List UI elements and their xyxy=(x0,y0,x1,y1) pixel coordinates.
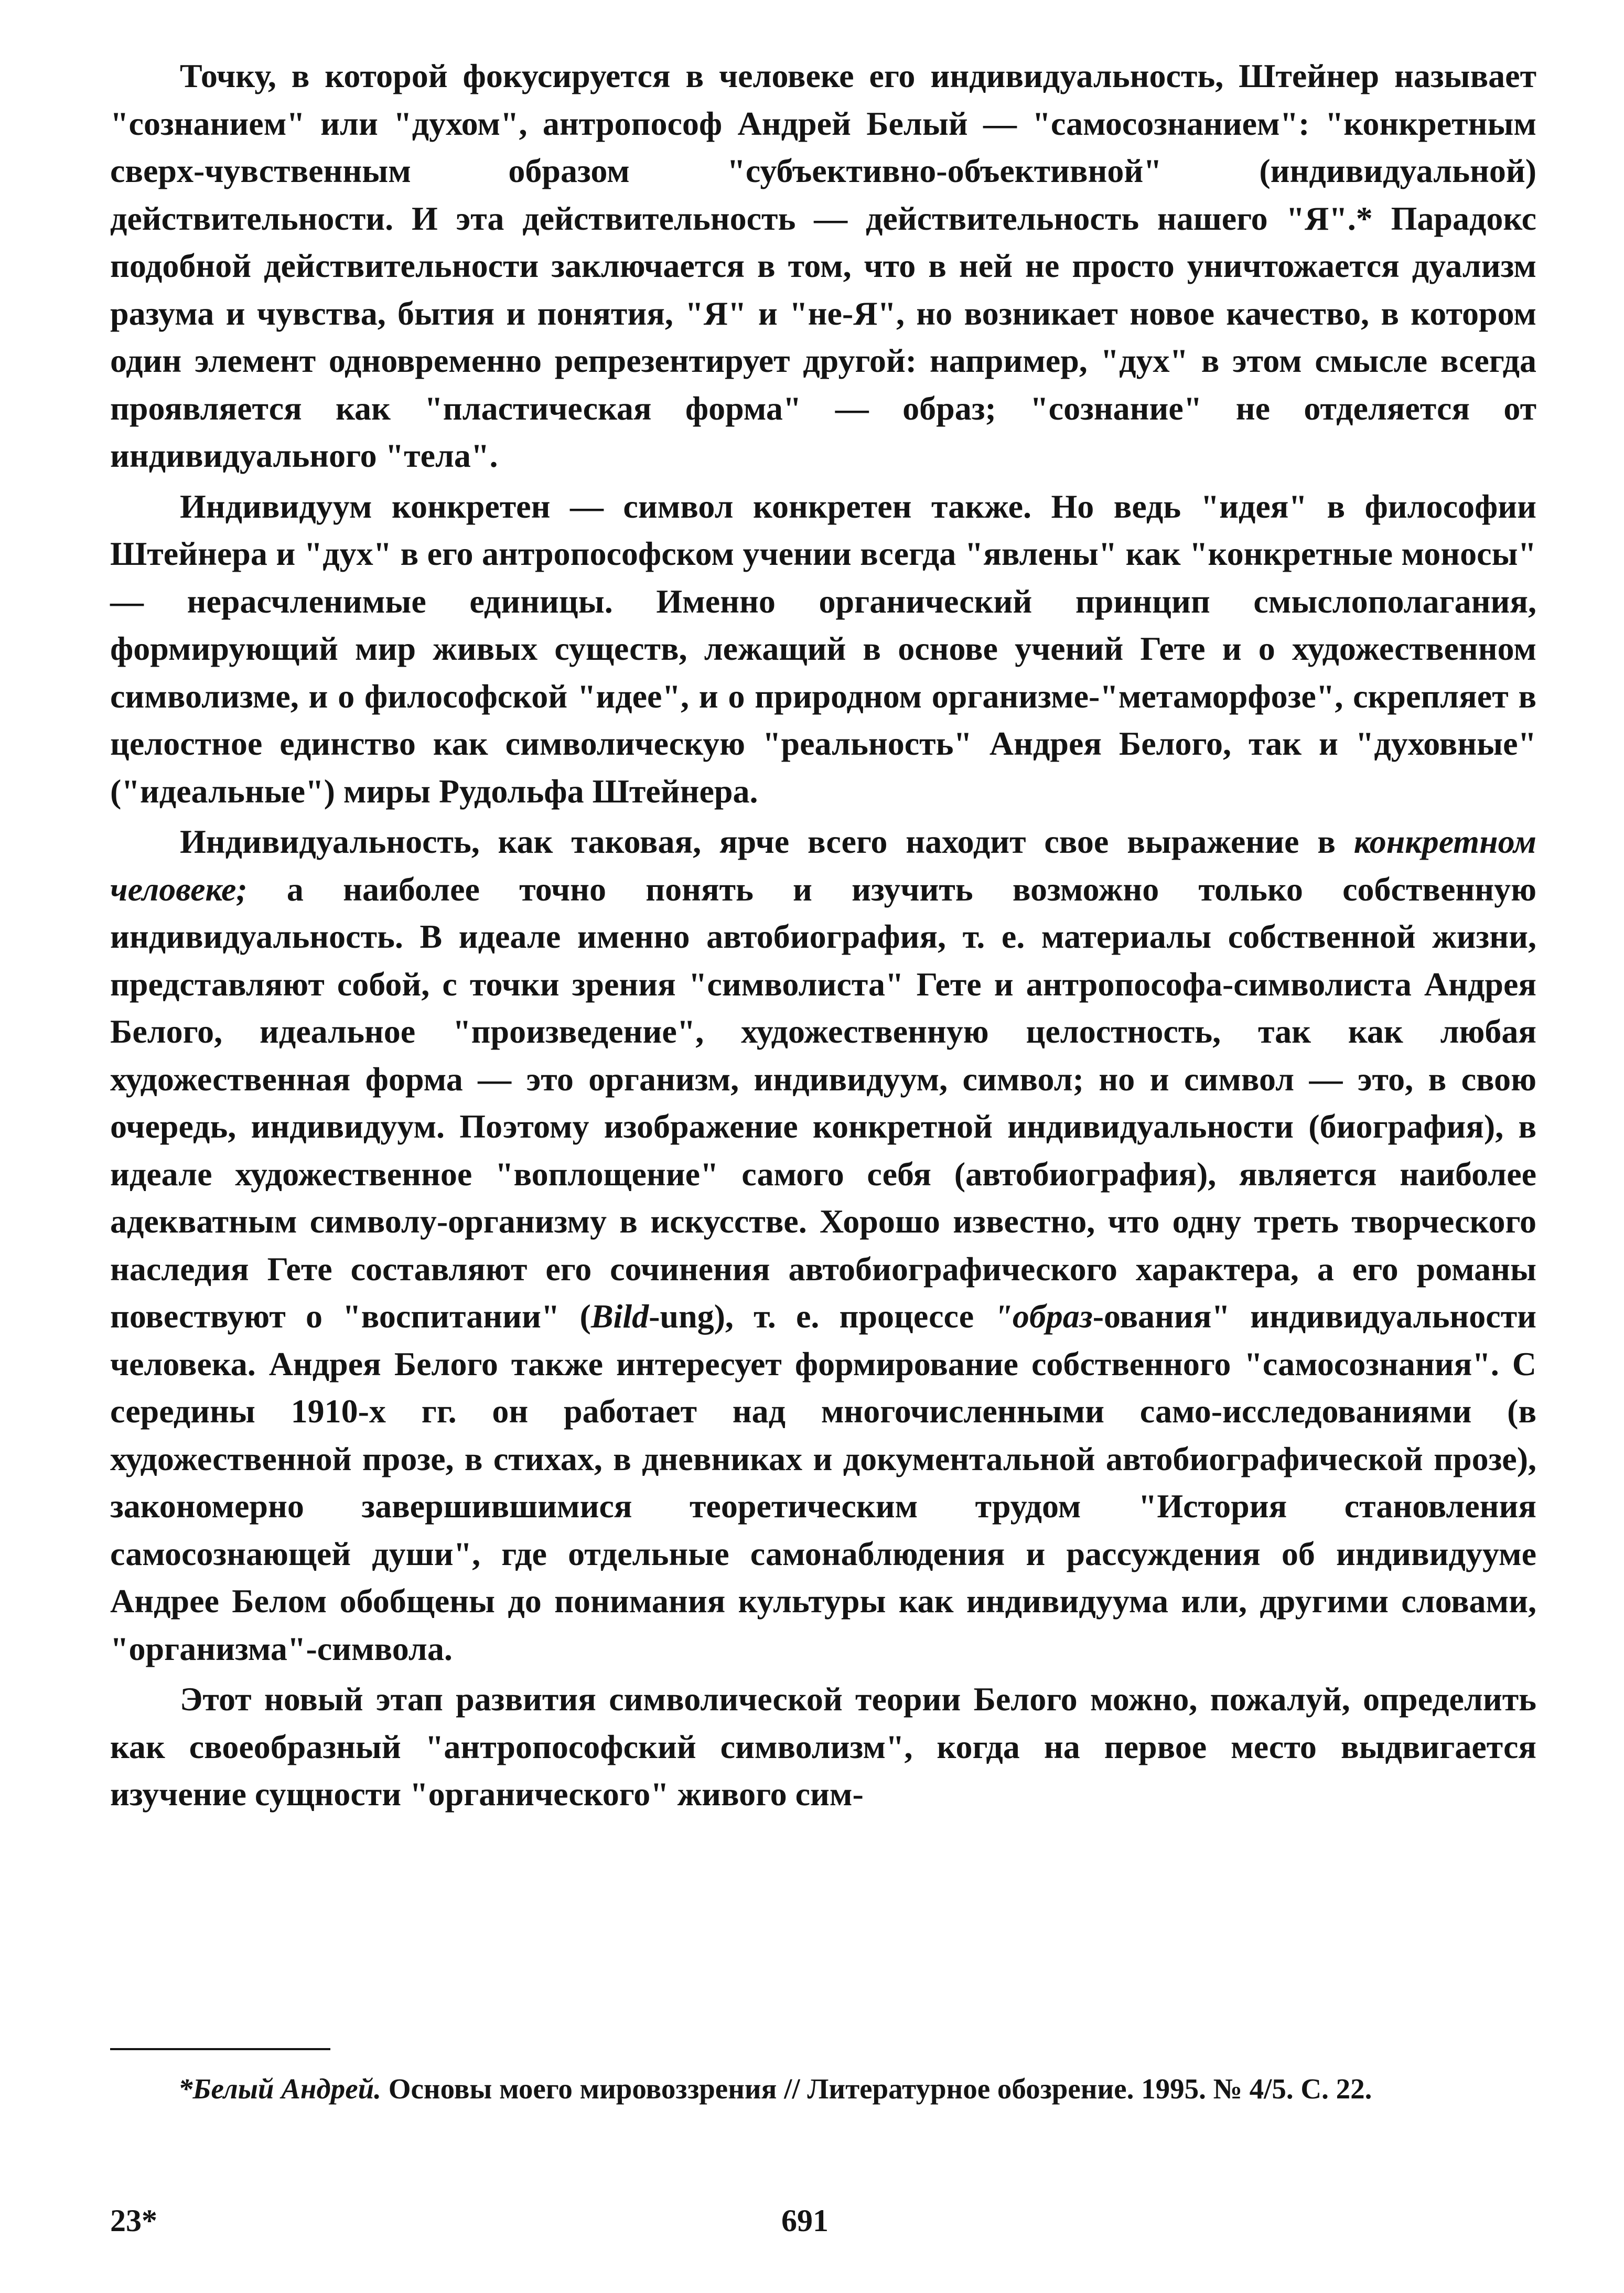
page-number: 691 xyxy=(781,2203,829,2238)
paragraph-2: Индивидуум конкретен — символ конкретен также. Но ведь "идея" в философии Штейнера и "дух" в его антропософском учении всегда "явлены" как "конкретные моносы" — нерасчленимые единицы. Именно органический принцип смыслополагания, формирующий мир живых существ, лежащий в основе учений Гете и о художественном символизме, и о философской "идее", и о природном организме-"метаморфозе", скрепляет в целостное единство как символическую "реальность" Андрея Белого, так и "духовные" ("идеальные") миры Рудольфа Штейнера. xyxy=(110,487,1536,810)
paragraph-3-part-3: -ung), т. е. процессе xyxy=(649,1298,994,1335)
page-body xyxy=(110,52,1536,1821)
paragraph-3-emphasis: конкретном человеке; xyxy=(110,823,1536,908)
paragraph-3-part-2: а наиболее точно понять и изучить возможно только собственную индивидуальность. В идеале именно автобиография, т. е. материалы собственной жизни, представляют собой, с точки зрения "символиста" Гете и антропософа-символиста Андрея Белого, идеальное "произведение", художественную целостность, так как любая художественная форма — это организм, индивидуум, символ; но и символ — это, в свою очередь, индивидуум. Поэтому изображение конкретной индивидуальности (биография), в идеале художественное "воплощение" самого себя (автобиография), является наиболее адекватным символу-организму в искусстве. Хорошо известно, что одну треть творческого наследия Гете составляют его сочинения автобиографического характера, а его романы повествуют о "воспитании" ( xyxy=(110,870,1536,1335)
footnote-text: Основы моего мировоззрения // Литературное обозрение. 1995. № 4/5. С. 22. xyxy=(381,2073,1372,2105)
paragraph-3-part-1: Индивидуальность, как таковая, ярче всего находит свое выражение в xyxy=(180,823,1354,860)
paragraph-1: Точку, в которой фокусируется в человеке его индивидуальность, Штейнер называет "сознанием" или "духом", антропософ Андрей Белый — "самосознанием": "конкретным сверх-чувственным образом "субъективно-объективной" (индивидуальной) действительности. И эта действительность — действительность нашего "Я".* Парадокс подобной действительности заключается в том, что в ней не просто уничтожается дуализм разума и чувства, бытия и понятия, "Я" и "не-Я", но возникает новое качество, в котором один элемент одновременно репрезентирует другой: например, "дух" в этом смысле всегда проявляется как "пластическая форма" — образ; "сознание" не отделяется от индивидуального "тела". xyxy=(110,57,1536,474)
footnote xyxy=(110,2069,1536,2109)
paragraph-3-part-4: -ования" индивидуальности человека. Андрея Белого также интересует формирование собственного "самосознания". С середины 1910-х гг. он работает над многочисленными само-исследованиями (в художественной прозе, в стихах, в дневниках и документальной автобиографической прозе), закономерно завершившимися теоретическим трудом "История становления самосознающей души", где отдельные самонаблюдения и рассуждения об индивидууме Андрее Белом обобщены до понимания культуры как индивидуума или, другими словами, "организма"-символа. xyxy=(110,1298,1536,1667)
paragraph-3 xyxy=(110,818,1536,1673)
signature-mark: 23* xyxy=(110,2203,157,2238)
footnote-author: *Белый Андрей. xyxy=(178,2073,381,2105)
paragraph-4: Этот новый этап развития символической теории Белого можно, пожалуй, определить как своеобразный "антропософский символизм", когда на первое место выдвигается изучение сущности "органического" живого сим- xyxy=(110,1680,1536,1813)
paragraph-3-emphasis-bild: Bild xyxy=(590,1298,649,1335)
paragraph-3-emphasis-obraz: "образ xyxy=(994,1298,1093,1335)
footnote-divider xyxy=(110,2048,330,2050)
